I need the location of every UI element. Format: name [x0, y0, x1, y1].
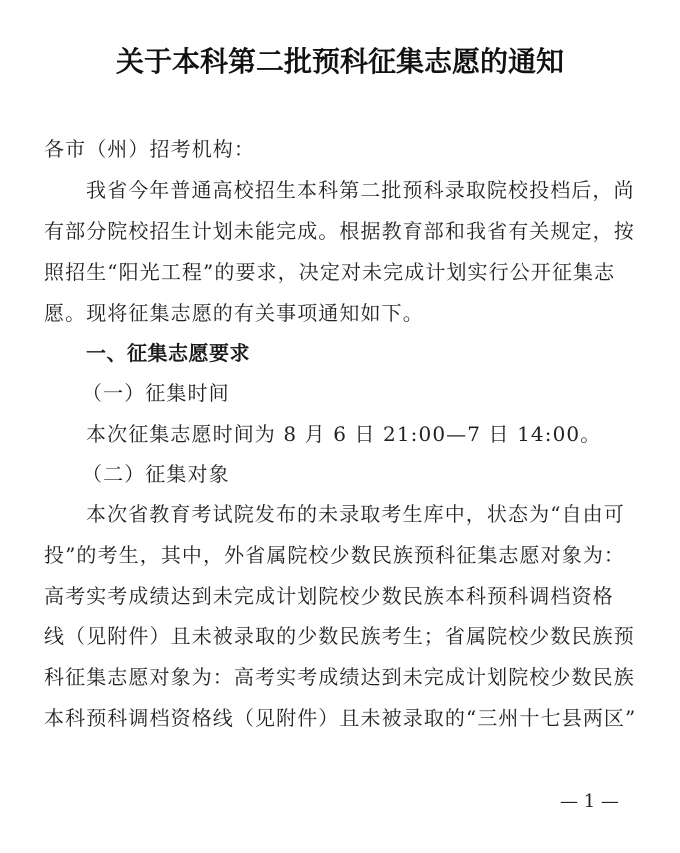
paragraph-line: 照招生“阳光工程”的要求，决定对未完成计划实行公开征集志 — [44, 260, 616, 284]
salutation: 各市（州）招考机构： — [44, 137, 255, 161]
section-heading: 一、征集志愿要求 — [86, 341, 250, 365]
paragraph-line: 高考实考成绩达到未完成计划院校少数民族本科预科调档资格 — [44, 584, 614, 608]
page-number: — 1 — — [560, 791, 619, 812]
paragraph-line: 愿。现将征集志愿的有关事项通知如下。 — [44, 301, 424, 325]
paragraph-line: 有部分院校招生计划未能完成。根据教育部和我省有关规定，按 — [44, 219, 635, 243]
paragraph-line: 投”的考生，其中，外省属院校少数民族预科征集志愿对象为： — [44, 543, 626, 567]
document-title: 关于本科第二批预科征集志愿的通知 — [115, 45, 564, 78]
paragraph-line: 线（见附件）且未被录取的少数民族考生；省属院校少数民族预 — [44, 624, 635, 648]
paragraph-line: 科征集志愿对象为：高考实考成绩达到未完成计划院校少数民族 — [44, 665, 635, 689]
paragraph-line: 我省今年普通高校招生本科第二批预科录取院校投档后，尚 — [86, 178, 635, 202]
paragraph-line: 本次省教育考试院发布的未录取考生库中，状态为“自由可 — [86, 502, 625, 526]
subsection-heading: （二）征集对象 — [82, 462, 230, 486]
subsection-heading: （一）征集时间 — [82, 381, 230, 405]
collection-time-text: 本次征集志愿时间为 8 月 6 日 21:00—7 日 14:00。 — [86, 422, 602, 446]
paragraph-line: 本科预科调档资格线（见附件）且未被录取的“三州十七县两区” — [44, 706, 637, 730]
